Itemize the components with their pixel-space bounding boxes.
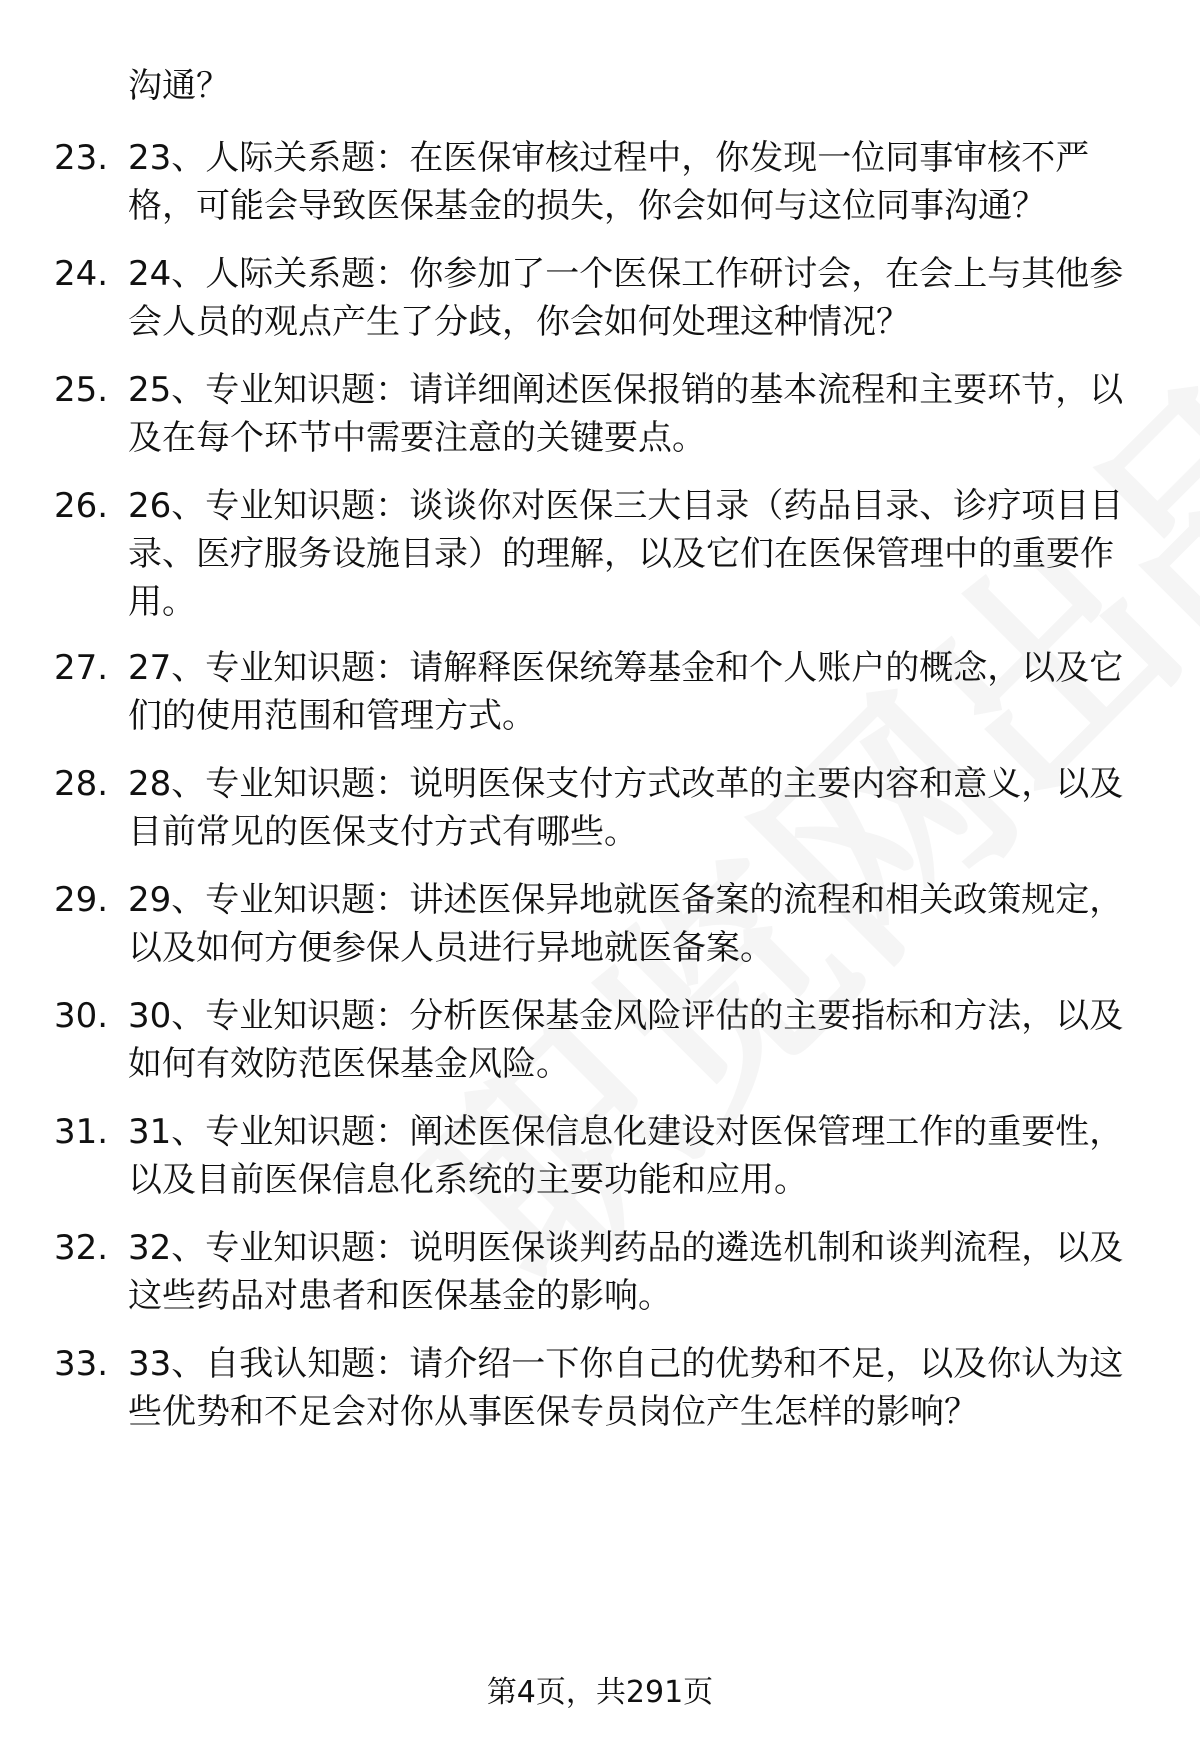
page-footer: 第4页，共291页 <box>486 1675 714 1710</box>
item-text: 32、专业知识题：说明医保谈判药品的遴选机制和谈判流程，以及这些药品对患者和医保基金的影响。 <box>128 1228 1124 1316</box>
item-text: 24、人际关系题：你参加了一个医保工作研讨会，在会上与其他参会人员的观点产生了分歧，你会如何处理这种情况？ <box>128 254 1124 342</box>
item-text: 31、专业知识题：阐述医保信息化建设对医保管理工作的重要性，以及目前医保信息化系统的主要功能和应用。 <box>128 1112 1124 1200</box>
item-number: 29. <box>54 880 109 920</box>
item-number: 23. <box>54 138 109 178</box>
item-text: 30、专业知识题：分析医保基金风险评估的主要指标和方法，以及如何有效防范医保基金风险。 <box>128 996 1124 1084</box>
item-number: 27. <box>54 648 109 688</box>
item-number: 28. <box>54 764 109 804</box>
item-text: 25、专业知识题：请详细阐述医保报销的基本流程和主要环节，以及在每个环节中需要注意的关键要点。 <box>128 370 1124 458</box>
item-number: 33. <box>54 1344 109 1384</box>
item-number: 32. <box>54 1228 109 1268</box>
item-text: 23、人际关系题：在医保审核过程中，你发现一位同事审核不严格，可能会导致医保基金的损失，你会如何与这位同事沟通？ <box>128 138 1090 226</box>
item-text: 28、专业知识题：说明医保支付方式改革的主要内容和意义，以及目前常见的医保支付方式有哪些。 <box>128 764 1124 852</box>
item-number: 31. <box>54 1112 109 1152</box>
item-number: 26. <box>54 486 109 526</box>
item-text: 26、专业知识题：谈谈你对医保三大目录（药品目录、诊疗项目目录、医疗服务设施目录）的理解，以及它们在医保管理中的重要作用。 <box>128 486 1124 622</box>
item-number: 25. <box>54 370 109 410</box>
continuation-text: 沟通？ <box>128 66 230 106</box>
item-text: 27、专业知识题：请解释医保统筹基金和个人账户的概念，以及它们的使用范围和管理方式。 <box>128 648 1124 736</box>
item-number: 30. <box>54 996 109 1036</box>
item-number: 24. <box>54 254 109 294</box>
item-text: 29、专业知识题：讲述医保异地就医备案的流程和相关政策规定，以及如何方便参保人员进行异地就医备案。 <box>128 880 1124 968</box>
item-text: 33、自我认知题：请介绍一下你自己的优势和不足，以及你认为这些优势和不足会对你从事医保专员岗位产生怎样的影响？ <box>128 1344 1124 1432</box>
